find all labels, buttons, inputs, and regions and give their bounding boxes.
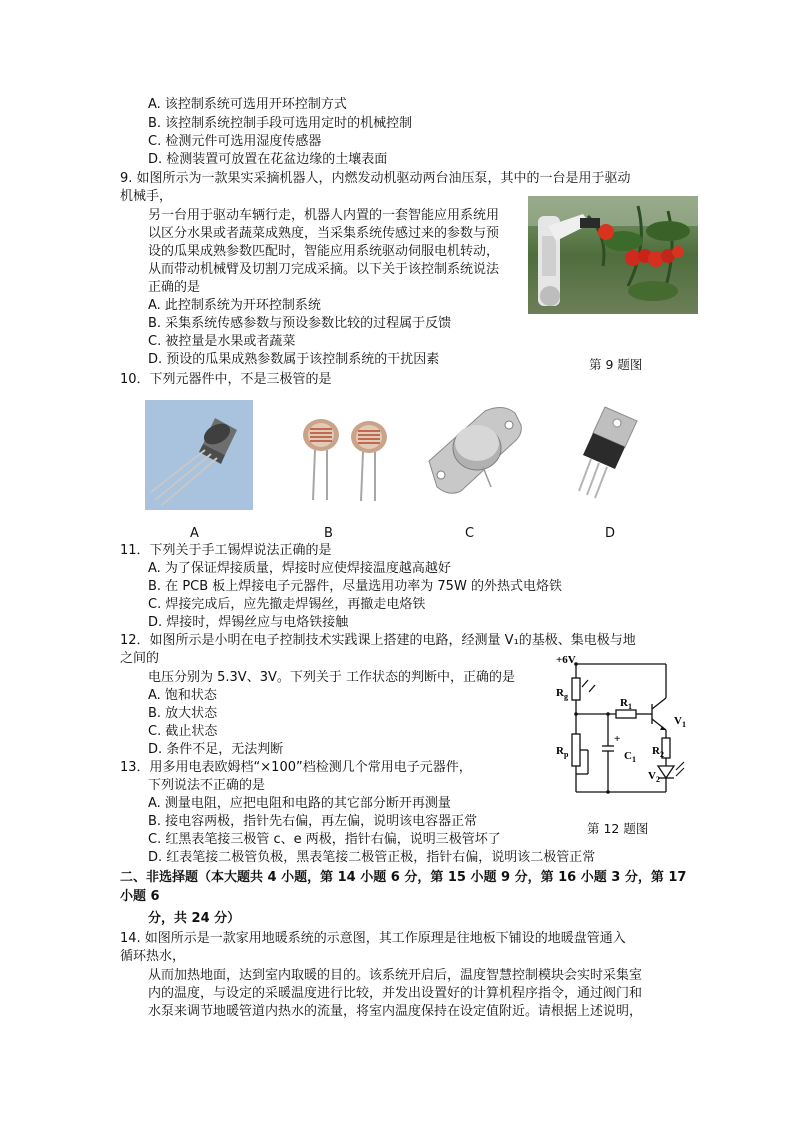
component-c-label: C (465, 526, 475, 541)
q12-figure-caption: 第 12 题图 (587, 821, 649, 836)
q11-option-c: C. 焊接完成后，应先撤走焊锡丝，再撤走电烙铁 (148, 597, 426, 612)
q8-option-c: C. 检测元件可选用湿度传感器 (148, 134, 322, 149)
q13-option-d: D. 红表笔接二极管负极，黑表笔接二极管正极，指针右偏，说明该二极管正常 (148, 850, 596, 865)
circuit-rp-label: $R_p$ (556, 745, 569, 759)
robot-harvester-image (528, 196, 698, 314)
component-a-image (145, 400, 253, 510)
q12-option-c: C. 截止状态 (148, 724, 218, 739)
circuit-c1-label: $C_1$ (624, 750, 636, 764)
q9-stem-line6: 从而带动机械臂及切割刀完成采摘。以下关于该控制系统说法 (148, 262, 500, 277)
q12-stem-line2: 之间的 (120, 651, 160, 666)
q12-option-b: B. 放大状态 (148, 706, 218, 721)
q9-option-b: B. 采集系统传感参数与预设参数比较的过程属于反馈 (148, 316, 452, 331)
component-d-label: D (605, 526, 616, 541)
component-d-image (575, 403, 645, 499)
component-b-image (293, 415, 401, 505)
q12-stem-line1: 12．如图所示是小明在电子控制技术实践课上搭建的电路，经测量 V₁的基极、集电极与地 (120, 633, 636, 648)
q12-stem-line3: 电压分别为 5.3V、3V。下列关于 工作状态的判断中，正确的是 (148, 670, 515, 685)
section2-heading-line3: 分，共 24 分） (148, 911, 241, 926)
q8-option-a: A. 该控制系统可选用开环控制方式 (148, 97, 347, 112)
q11-option-b: B. 在 PCB 板上焊接电子元器件，尽量选用功率为 75W 的外热式电烙铁 (148, 579, 562, 594)
q9-stem-line2: 机械手， (120, 189, 173, 204)
q9-stem-line7: 正确的是 (148, 280, 201, 295)
q9-stem-line5: 设的瓜果成熟参数匹配时，智能应用系统驱动伺服电机转动， (148, 244, 500, 259)
q13-option-c: C. 红黑表笔接三极管 c、e 两极，指针右偏，说明三极管坏了 (148, 832, 501, 847)
q12-option-d: D. 条件不足，无法判断 (148, 742, 284, 757)
circuit-supply-label: +6V (556, 654, 576, 666)
q9-stem-line3: 另一台用于驱动车辆行走，机器人内置的一套智能应用系统用 (148, 208, 500, 223)
q14-line1: 14. 如图所示是一款家用地暖系统的示意图，其工作原理是往地板下铺设的地暖盘管通入 (120, 931, 626, 946)
circuit-v2-label: $V_2$ (648, 770, 660, 784)
circuit-c1-plus: + (614, 733, 621, 745)
q14-line3: 从而加热地面，达到室内取暖的目的。该系统开启后，温度智慧控制模块会实时采集室 (148, 968, 643, 983)
q10-stem: 10．下列元器件中，不是三极管的是 (120, 372, 332, 387)
q14-line4: 内的温度，与设定的采暖温度进行比较，并发出设置好的计算机程序指令，通过阀门和 (148, 986, 643, 1001)
q14-line2: 循环热水， (120, 949, 186, 964)
circuit-r1-label: $R_1$ (620, 697, 632, 711)
component-a-label: A (190, 526, 199, 541)
q12-option-a: A. 饱和状态 (148, 688, 217, 703)
circuit-v1-label: $V_1$ (674, 715, 686, 729)
q13-stem-line1: 13．用多用电表欧姆档“×100”档检测几个常用电子元器件， (120, 760, 472, 775)
q13-option-a: A. 测量电阻，应把电阻和电路的其它部分断开再测量 (148, 796, 451, 811)
q13-stem-line2: 下列说法不正确的是 (148, 778, 266, 793)
q11-stem: 11．下列关于手工锡焊说法正确的是 (120, 543, 332, 558)
q9-option-a: A. 此控制系统为开环控制系统 (148, 298, 321, 313)
component-b-label: B (324, 526, 333, 541)
q9-stem-line1: 9. 如图所示为一款果实采摘机器人，内燃发动机驱动两台油压泵，其中的一台是用于驱动 (120, 171, 631, 186)
q8-option-d: D. 检测装置可放置在花盆边缘的土壤表面 (148, 152, 388, 167)
q9-stem-line4: 以区分水果或者蔬菜成熟度，当采集系统传感过来的参数与预 (148, 226, 500, 241)
q9-option-d: D. 预设的瓜果成熟参数属于该控制系统的干扰因素 (148, 352, 440, 367)
q13-option-b: B. 接电容两极，指针先右偏，再左偏，说明该电容器正常 (148, 814, 478, 829)
q8-option-b: B. 该控制系统控制手段可选用定时的机械控制 (148, 116, 413, 131)
q9-figure-caption: 第 9 题图 (589, 357, 643, 372)
q12-circuit-diagram (548, 654, 688, 799)
circuit-rg-label: $R_g$ (556, 687, 568, 701)
section2-heading-line2: 小题 6 (120, 889, 160, 904)
section2-heading-line1: 二、非选择题（本大题共 4 小题，第 14 小题 6 分，第 15 小题 9 分，第 16 小题 3 分，第 17 (120, 870, 687, 885)
circuit-r2-label: $R_2$ (652, 745, 664, 759)
q11-option-a: A. 为了保证焊接质量，焊接时应使焊接温度越高越好 (148, 561, 451, 576)
q9-option-c: C. 被控量是水果或者蔬菜 (148, 334, 296, 349)
q14-line5: 水泵来调节地暖管道内热水的流量，将室内温度保持在设定值附近。请根据上述说明， (148, 1004, 643, 1019)
component-c-image (425, 403, 525, 495)
q11-option-d: D. 焊接时，焊锡丝应与电烙铁接触 (148, 615, 349, 630)
